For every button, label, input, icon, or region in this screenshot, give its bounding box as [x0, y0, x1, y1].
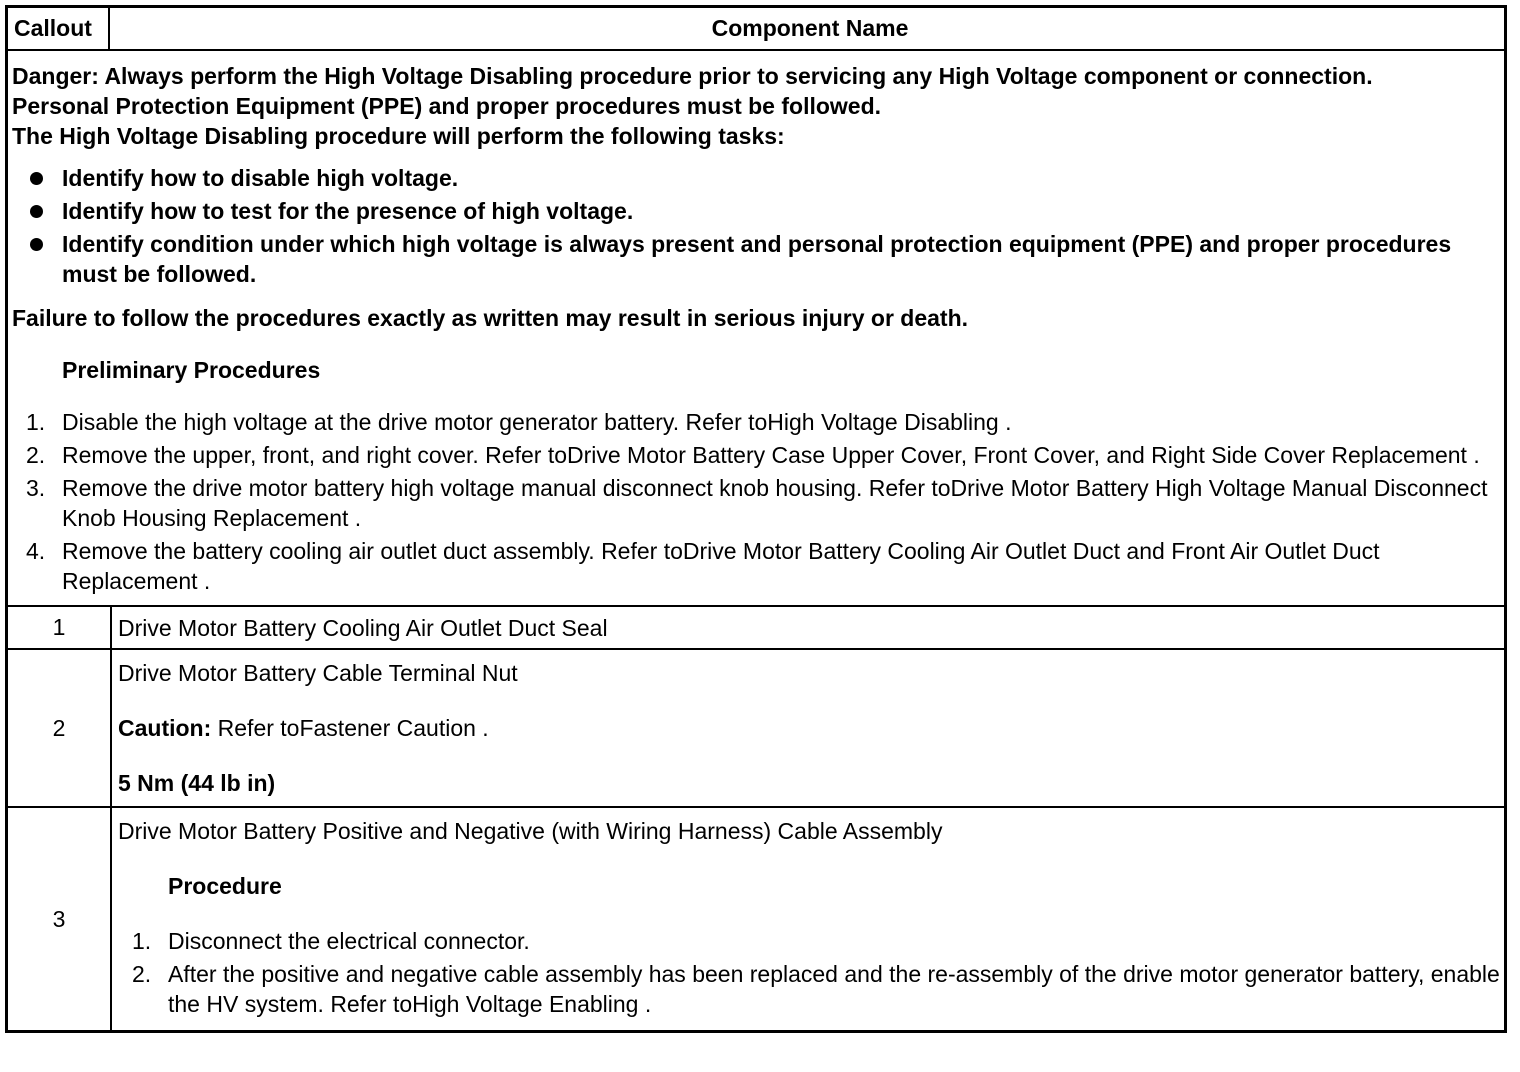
callout-number: 3 [8, 808, 112, 1030]
callout-number: 1 [8, 607, 112, 648]
failure-warning: Failure to follow the procedures exactly as written may result in serious injury or death. [12, 305, 969, 331]
component-cell [112, 650, 1504, 806]
component-cell [112, 808, 1504, 1030]
step-item: 1. Disconnect the electrical connector. [132, 928, 530, 954]
table-row [8, 806, 1504, 1030]
preliminary-steps [12, 407, 1504, 596]
step-item: 3. Remove the drive motor battery high voltage manual disconnect knob housing. Refer toDrive Motor Battery High Voltage Manual Disconnect Knob Housing Replacement . [26, 475, 1488, 531]
step-item: 2. Remove the upper, front, and right cover. Refer toDrive Motor Battery Case Upper Cover, Front Cover, and Right Side Cover Replacement . [26, 442, 1480, 468]
component-table [5, 5, 1507, 1033]
callout-column-header: Callout [8, 8, 110, 49]
danger-line-3: The High Voltage Disabling procedure will perform the following tasks: [12, 123, 785, 149]
callout-number: 2 [8, 650, 112, 806]
step-item: 1. Disable the high voltage at the drive motor generator battery. Refer toHigh Voltage Disabling . [26, 409, 1012, 435]
bullet-icon [30, 205, 43, 218]
danger-line-1: Danger: Always perform the High Voltage Disabling procedure prior to servicing any High Voltage component or connection. [12, 63, 1373, 89]
bullet-icon [30, 172, 43, 185]
caution-note [118, 713, 1504, 743]
component-name: Drive Motor Battery Cable Terminal Nut [118, 660, 518, 686]
bullet-item: Identify how to test for the presence of high voltage. [12, 196, 1504, 226]
danger-bullet-list [12, 163, 1504, 289]
step-item: 2. After the positive and negative cable assembly has been replaced and the re-assembly of the drive motor generator battery, enable the HV system. Refer toHigh Voltage Enabling . [132, 961, 1500, 1017]
bullet-item: Identify condition under which high voltage is always present and personal protection equipment (PPE) and proper procedures must be followed. [12, 229, 1504, 289]
component-name: Drive Motor Battery Cooling Air Outlet Duct Seal [118, 614, 608, 641]
bullet-icon [30, 238, 43, 251]
bullet-item: Identify how to disable high voltage. [12, 163, 1504, 193]
component-name-column-header: Component Name [711, 15, 909, 41]
danger-block [8, 51, 1504, 605]
danger-line-2: Personal Protection Equipment (PPE) and proper procedures must be followed. [12, 93, 882, 119]
preliminary-heading: Preliminary Procedures [62, 357, 321, 383]
table-row [8, 648, 1504, 806]
component-name: Drive Motor Battery Positive and Negative (with Wiring Harness) Cable Assembly [118, 818, 943, 844]
torque-spec: 5 Nm (44 lb in) [118, 770, 276, 796]
procedure-steps [118, 926, 1504, 1019]
caution-label: Caution: [118, 715, 212, 741]
step-item: 4. Remove the battery cooling air outlet duct assembly. Refer toDrive Motor Battery Cooling Air Outlet Duct and Front Air Outlet Duct Replacement . [26, 538, 1380, 594]
procedure-heading: Procedure [168, 873, 282, 899]
table-row [8, 605, 1504, 648]
danger-row [8, 49, 1504, 605]
table-header-row [8, 8, 1504, 49]
caution-text: Refer toFastener Caution . [211, 715, 489, 741]
